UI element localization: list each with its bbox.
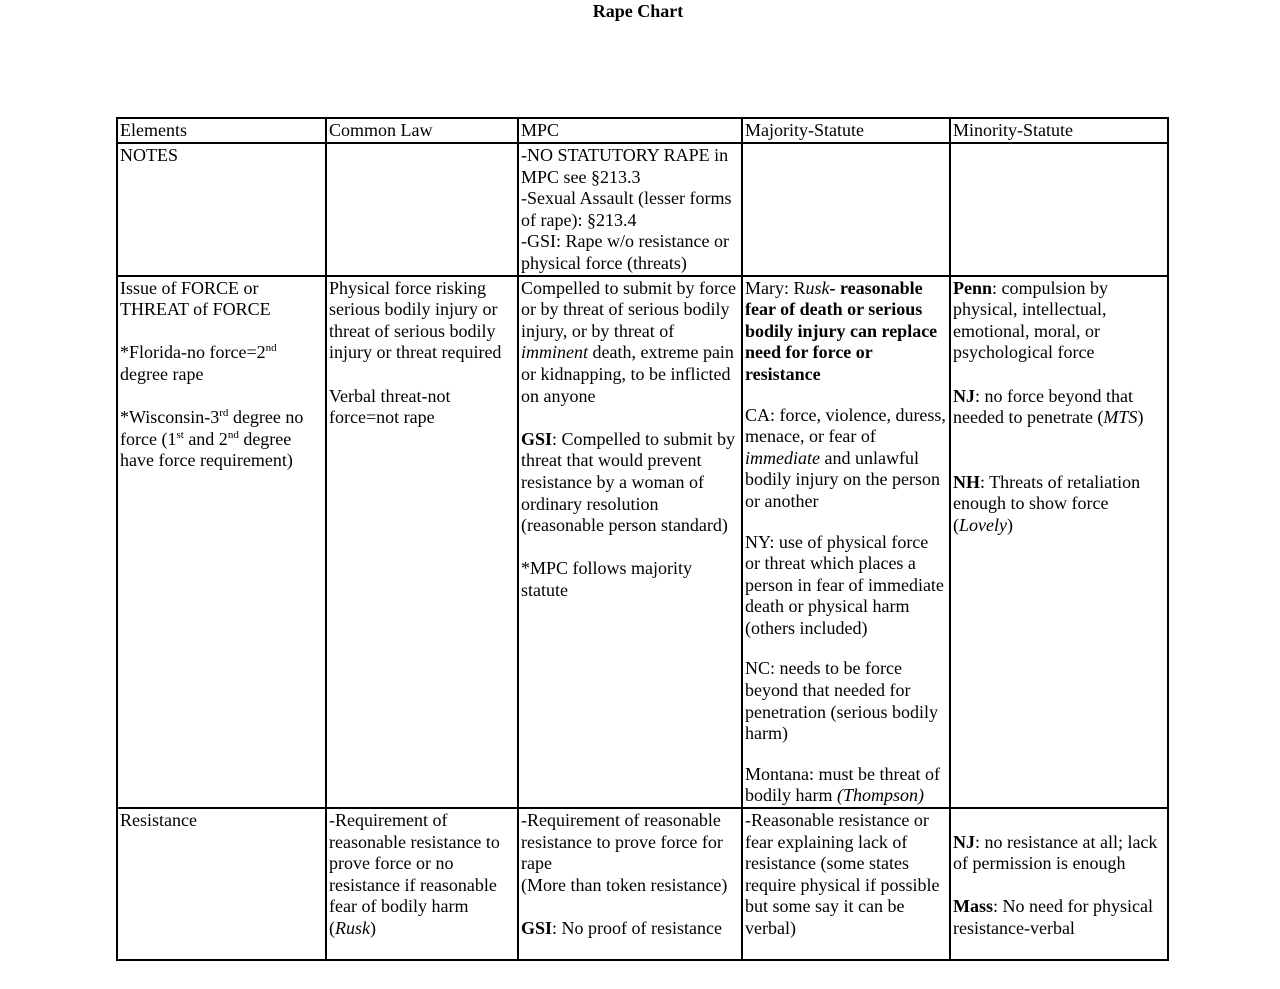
page-title: Rape Chart (592, 1, 684, 21)
resistance-row (117, 808, 1168, 960)
notes-row (117, 143, 1168, 276)
majority-maryland: Mary: Rusk- reasonable fear of death or serious bodily injury can replace need for force or resistance (745, 277, 938, 384)
resistance-mpc-gsi: GSI: No proof of resistance (521, 918, 722, 938)
majority-california: CA: force, violence, duress, menace, or fear of immediate and unlawful bodily injury on the person or another (745, 404, 946, 511)
notes-mpc-line: -Sexual Assault (lesser forms of rape): §213.4 (521, 188, 732, 230)
resistance-common-law-cell (326, 808, 518, 960)
header-majority-statute: Majority-Statute (742, 118, 950, 143)
header-elements: Elements (117, 118, 326, 143)
header-mpc: MPC (518, 118, 742, 143)
force-mpc-note: *MPC follows majority statute (521, 558, 693, 600)
resistance-mpc-text: (More than token resistance) (521, 874, 728, 895)
resistance-majority-cell (742, 808, 950, 960)
resistance-minority-mass: Mass: No need for physical resistance-verbal (953, 896, 1153, 938)
notes-common-law-cell (326, 143, 518, 276)
force-common-law-cell (326, 276, 518, 808)
majority-north-carolina: NC: needs to be force beyond that needed for penetration (serious bodily harm) (745, 658, 938, 744)
notes-mpc-line: -NO STATUTORY RAPE in MPC see §213.3 (521, 145, 729, 187)
notes-mpc-cell (518, 143, 742, 276)
notes-minority-cell (950, 143, 1168, 276)
minority-nj: NJ: no force beyond that needed to penetrate (MTS) (953, 385, 1144, 428)
minority-nh: NH: Threats of retaliation enough to show force (Lovely) (953, 471, 1141, 535)
resistance-minority-nj: NJ: no resistance at all; lack of permission is enough (953, 831, 1158, 874)
force-row (117, 276, 1168, 808)
resistance-common-law-text: -Requirement of reasonable resistance to prove force or no resistance if reasonable fear of bodily harm (Rusk) (329, 810, 500, 938)
resistance-majority-text: -Reasonable resistance or fear explaining lack of resistance (some states require physical if possible but some say it can be verbal) (745, 810, 940, 938)
force-label: Issue of FORCE or THREAT of FORCE (120, 277, 271, 320)
resistance-minority-cell (950, 808, 1168, 960)
force-common-law-text: Verbal threat-not force=not rape (329, 385, 451, 428)
force-majority-cell (742, 276, 950, 808)
force-minority-cell (950, 276, 1168, 808)
rape-chart-table (116, 117, 1169, 961)
resistance-label: Resistance (117, 808, 326, 960)
notes-label: NOTES (117, 143, 326, 276)
header-row (117, 118, 1168, 143)
header-minority-statute: Minority-Statute (950, 118, 1168, 143)
force-label-cell (117, 276, 326, 808)
majority-montana: Montana: must be threat of bodily harm (Thompson) (745, 763, 940, 806)
header-common-law: Common Law (326, 118, 518, 143)
notes-mpc-line: -GSI: Rape w/o resistance or physical force (threats) (521, 231, 729, 273)
florida-note: *Florida-no force=2nd degree rape (120, 342, 277, 384)
wisconsin-note: *Wisconsin-3rd degree no force (1st and 2nd degree have force requirement) (120, 407, 304, 471)
minority-penn: Penn: compulsion by physical, intellectual, emotional, moral, or psychological force (953, 277, 1109, 363)
majority-new-york: NY: use of physical force or threat which places a person in fear of immediate death or physical harm (others included) (745, 531, 944, 638)
force-mpc-gsi: GSI: Compelled to submit by threat that would prevent resistance by a woman of ordinary resolution (reasonable person standard) (521, 428, 736, 536)
force-mpc-text: Compelled to submit by force or by threat of serious bodily injury, or by threat of imminent death, extreme pain or kidnapping, to be inflicted on anyone (521, 277, 736, 406)
resistance-mpc-text: -Requirement of reasonable resistance to prove force for rape (521, 810, 723, 874)
resistance-mpc-cell (518, 808, 742, 960)
force-common-law-text: Physical force risking serious bodily injury or threat of serious bodily injury or threat required (329, 277, 502, 363)
force-mpc-cell (518, 276, 742, 808)
notes-majority-cell (742, 143, 950, 276)
